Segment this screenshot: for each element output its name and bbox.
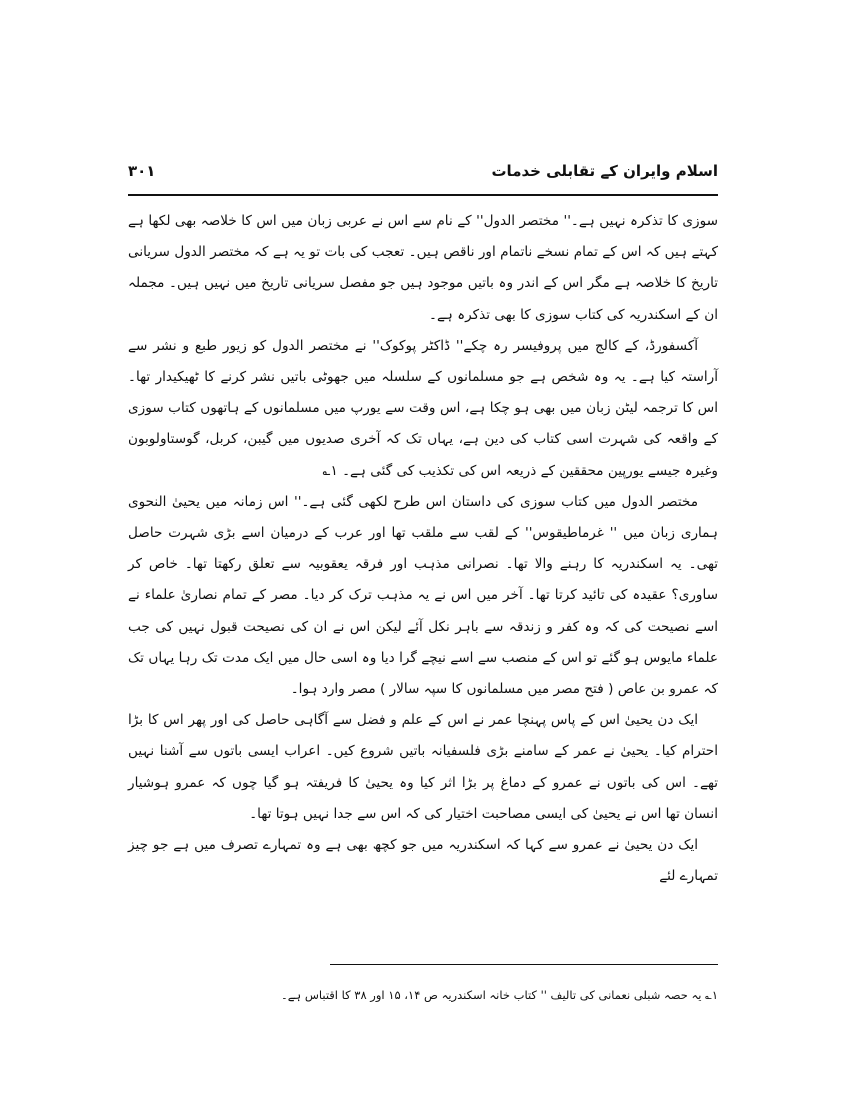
- footnote: ۱؎ یہ حصہ شبلی نعمانی کی تالیف '' کتاب خانہ اسکندریہ ص ۱۴، ۱۵ اور ۳۸ کا اقتباس ہے۔: [280, 988, 718, 1002]
- paragraph-2: آکسفورڈ، کے کالج میں پروفیسر رہ چکے'' ڈاکٹر پوکوک'' نے مختصر الدول کو زیور طبع و نشر سے آراستہ کیا ہے۔ یہ وہ شخص ہے جو مسلمانوں کے سلسلہ میں جھوٹی باتیں نشر کرنے کا ٹھیکیدار تھا۔ اس کا ترجمہ لیٹن زبان میں بھی ہو چکا ہے، اس وقت سے یورپ میں مسلمانوں کے ہاتھوں کتاب سوزی کے واقعہ کی شہرت اسی کتاب کی دین ہے، یہاں تک کہ آخری صدیوں میں گیبن، کربل، گوستاولوبون وغیرہ جیسے یورپین محققین کے ذریعہ اس کی تکذیب کی گئی ہے۔ ۱؎: [128, 337, 718, 479]
- running-header: [128, 160, 718, 190]
- header-rule: [128, 194, 718, 196]
- paragraph-3: مختصر الدول میں کتاب سوزی کی داستان اس طرح لکھی گئی ہے۔'' اس زمانہ میں یحییٰ النحوی ہماری زبان میں '' غرماطیقوس'' کے لقب سے ملقب تھا اور عرب کے درمیان اسے بڑی شہرت حاصل تھی۔ یہ اسکندریہ کا رہنے والا تھا۔ نصرانی مذہب اور فرقہ یعقوبیہ سے تعلق رکھتا تھا۔ خاص کر ساوری؟ عقیدہ کی تائید کرتا تھا۔ آخر میں اس نے یہ مذہب ترک کر دیا۔ مصر کے تمام نصاریٰ علماء نے اسے نصیحت کی کہ وہ کفر و زندقہ سے باہر نکل آئے لیکن اس نے ان کی نصیحت قبول نہیں کی جب علماء مایوس ہو گئے تو اس کے منصب سے اسے نیچے گرا دیا وہ اسی حال میں ایک مدت تک رہا یہاں تک کہ عمرو بن عاص ( فتح مصر میں مسلمانوں کا سپہ سالار ) مصر وارد ہوا۔: [128, 493, 718, 698]
- footnote-rule: [330, 964, 718, 965]
- page-number: ۳۰۱: [128, 162, 156, 180]
- paragraph-1: سوزی کا تذکرہ نہیں ہے۔'' مختصر الدول'' کے نام سے اس نے عربی زبان میں اس کا خلاصہ بھی لکھا ہے کہتے ہیں کہ اس کے تمام نسخے ناتمام اور ناقص ہیں۔ تعجب کی بات تو یہ ہے کہ مختصر الدول سریانی تاریخ کا خلاصہ ہے مگر اس کے اندر وہ باتیں موجود ہیں جو مفصل سریانی تاریخ میں نہیں ہیں۔ مجملہ ان کے اسکندریہ کی کتاب سوزی کا بھی تذکرہ ہے۔: [128, 213, 718, 323]
- paragraph-5: ایک دن یحییٰ نے عمرو سے کہا کہ اسکندریہ میں جو کچھ بھی ہے وہ تمہارے تصرف میں ہے جو چیز تمہارے لئے: [128, 837, 718, 885]
- paragraph-4: ایک دن یحییٰ اس کے پاس پہنچا عمر نے اس کے علم و فضل سے آگاہی حاصل کی اور پھر اس کا بڑا احترام کیا۔ یحییٰ نے عمر کے سامنے بڑی فلسفیانہ باتیں شروع کیں۔ اعراب ایسی باتوں سے آشنا نہیں تھے۔ اس کی باتوں نے عمرو کے دماغ پر بڑا اثر کیا وہ یحییٰ کا فریفتہ ہو گیا چوں کہ عمرو ہوشیار انسان تھا اس نے یحییٰ کی ایسی مصاحبت اختیار کی کہ اس سے جدا نہیں ہوتا تھا۔: [128, 712, 718, 822]
- header-title: اسلام وایران کے تقابلی خدمات: [491, 162, 718, 180]
- body-text: [128, 206, 718, 892]
